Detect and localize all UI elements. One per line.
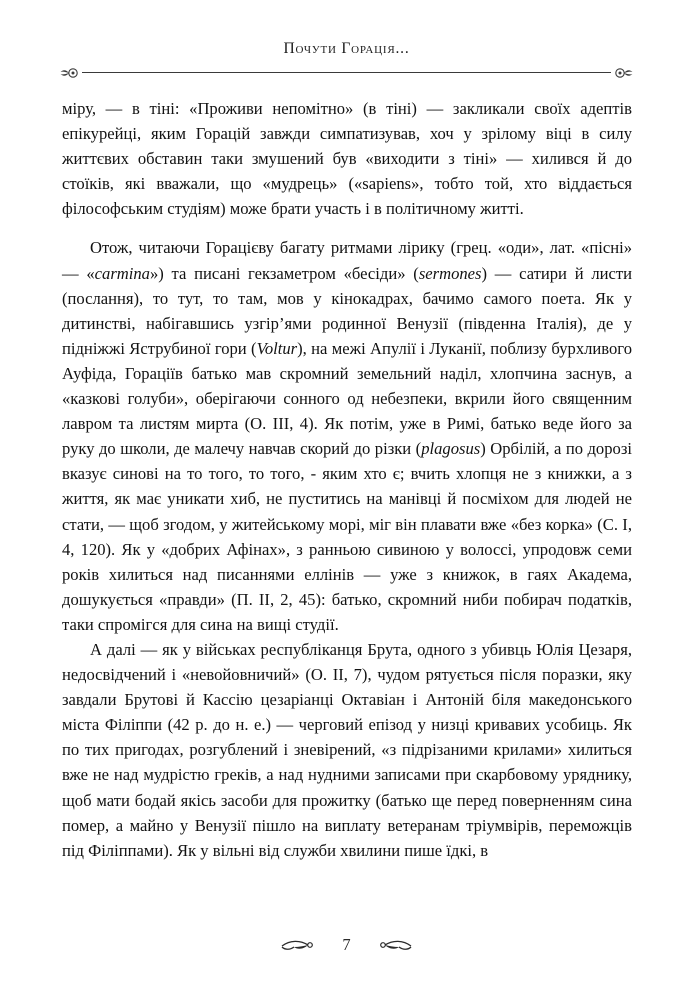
page-number: 7 [342,935,351,954]
flourish-right-icon [613,67,633,79]
italic-term: sermones [418,263,482,283]
paragraph: А далі — як у військах республіканця Брута, одного з убивць Юлія Цезаря, недосвідчений і «невойовничий» (О. II, 7), чудом рятується після поразки, яку завдали Брутові й Кассію цезаріанці Октавіан і Антоній біля македонського міста Філіппи (42 р. до н. е.) — черговий епізод у низці кривавих усобиць. Як по тих пригодах, розгублений і зневірений, «з підрізаними крилами» хилиться вже не над мудрістю греків, а над нудними записами при скарбовому уряднику, щоб мати бодай якісь засоби для прожитку (батько ще перед поверненням сина помер, а майно у Венузії пішло на виплату ветеранам тріумвірів, переможців під Філіппами). Як у вільні від служби хвилини пише їдкі, в [62,639,632,860]
flourish-left-icon [60,67,80,79]
paragraph: Отож, читаючи Горацієву багату ритмами лірику (грец. «оди», лат. «пісні» — «carmina») та писані гекзаметром «бесіди» (sermones) — сатири й листи (послання), то тут, то там, мов у кінокадрах, бачимо самого поета. Як у дитинстві, набігавшись узгір’ями родинної Венузії (південна Італія), де у підніжжі Яструбиної гори (Voltur), на межі Апулії і Луканії, поблизу бурхливого Ауфіда, Горацiїв батько мав скромний земельний наділ, хлопчина заснув, а «казкові голуби», оберігаючи сонного од небезпеки, вкрили його священним лавром та листям мирта (О. III, 4). Як потім, уже в Римі, батько веде його за руку до школи, де малечу навчав скорий до різки (plagosus) Орбілій, а по дорозі вказує синові на то того, то того, - яким хто є; вчить хлопця не з книжки, а з життя, як має уникати хиб, не пуститись на манівці й посміхом для людей не стати, — щоб згодом, у житейському морі, міг він плавати вже «без корка» (С. I, 4, 120). Як у «добрих Афінах», з ранньою сивиною у волоссі, упродовж семи років хилиться над писаннями еллінів — уже з книжок, в гаях Академа, дошукується «правди» (П. II, 2, 45): батько, скромний ниби побирач податків, таки спромігся для сина на вищі студії. [62,238,632,634]
page-footer [0,935,693,958]
paragraph: міру, — в тіні: «Проживи непомітно» (в тіні) — закликали своїх адептів епікурейці, яким Горацій завжди симпатизував, хоч у зрілому віці в силу життєвих обставин таки змушений був «виходити з тіні» — хилився й до стоїків, які вважали, що «мудрець» («sapiens», тобто той, хто віддається філософським студіям) може брати участь і в політичному житті. [62,99,632,219]
page-header [60,40,633,90]
header-divider [60,67,633,79]
header-rule-line [82,72,611,73]
leaf-flourish-right-icon [361,937,413,953]
body-text [62,96,632,863]
italic-term: Voltur [256,338,298,358]
leaf-flourish-left-icon [280,937,332,953]
italic-term: plagosus [421,439,481,459]
running-head: Почути Горація... [283,40,410,57]
italic-term: carmina [94,263,150,283]
